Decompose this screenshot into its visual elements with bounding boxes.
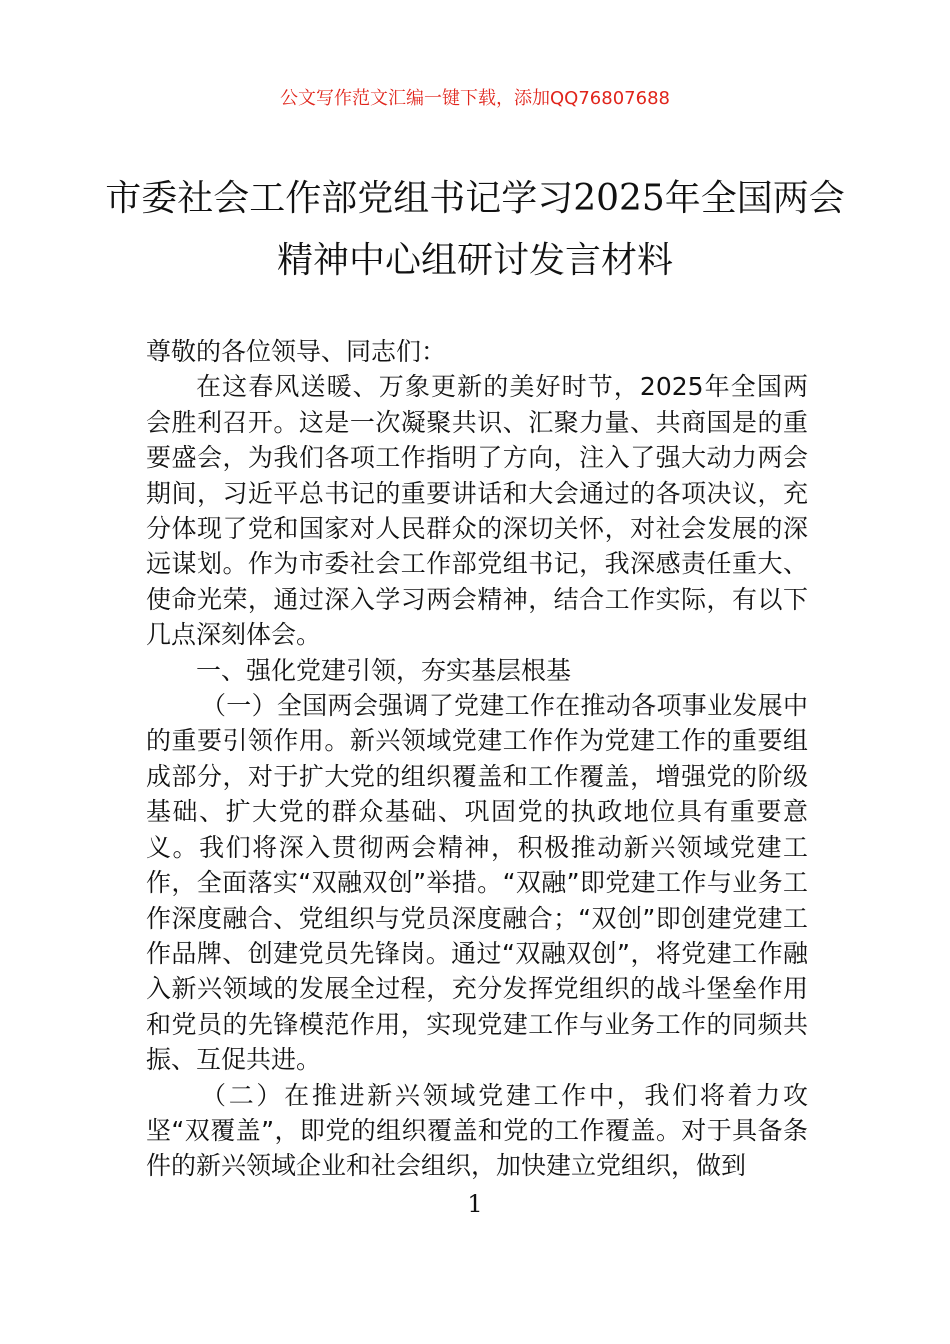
salutation: 尊敬的各位领导、同志们： [146,337,447,366]
header-download-note: 公文写作范文汇编一键下载，添加QQ76807688 [280,88,670,109]
document-body [146,334,808,1184]
section-heading: 一、强化党建引领，夯实基层根基 [196,655,572,685]
intro-paragraph: 在这春风送暖、万象更新的美好时节，2025年全国两会胜利召开。这是一次凝聚共识、汇聚力量、共商国是的重要盛会，为我们各项工作指明了方向，注入了强大动力两会期间，习近平总书记的重要讲话和大会通过的各项决议，充分体现了党和国家对人民群众的深切关怀，对社会发展的深远谋划。作为市委社会工作部党组书记，我深感责任重大、使命光荣，通过深入学习两会精神，结合工作实际，有以下几点深刻体会。 [146,372,808,650]
page-number: 1 [467,1190,483,1218]
item-one-paragraph: （一）全国两会强调了党建工作在推动各项事业发展中的重要引领作用。新兴领域党建工作作为党建工作的重要组成部分，对于扩大党的组织覆盖和工作覆盖，增强党的阶级基础、扩大党的群众基础、巩固党的执政地位具有重要意义。我们将深入贯彻两会精神，积极推动新兴领域党建工作，全面落实“双融双创”举措。“双融”即党建工作与业务工作深度融合、党组织与党员深度融合；“双创”即创建党建工作品牌、创建党员先锋岗。通过“双融双创”，将党建工作融入新兴领域的发展全过程，充分发挥党组织的战斗堡垒作用和党员的先锋模范作用，实现党建工作与业务工作的同频共振、互促共进。 [146,691,808,1075]
item-two-paragraph: （二）在推进新兴领域党建工作中，我们将着力攻坚“双覆盖”，即党的组织覆盖和党的工作覆盖。对于具备条件的新兴领域企业和社会组织，加快建立党组织，做到 [146,1080,808,1181]
document-title: 市委社会工作部党组书记学习2025年全国两会精神中心组研讨发言材料 [105,178,845,281]
